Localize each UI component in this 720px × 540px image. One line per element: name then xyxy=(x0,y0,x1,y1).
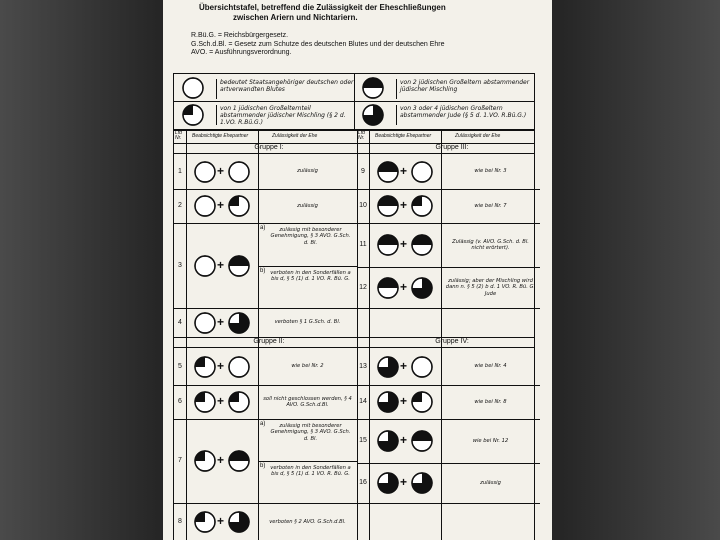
status-text: wie bei Nr. 12 xyxy=(472,437,509,444)
column-header-status: Zulässigkeit der Ehe xyxy=(455,133,501,139)
legend-text: von 1 jüdischen Großelternteil abstammender jüdischer Mischling (§ 2 d. 1.VO. R.Bü.G.) xyxy=(216,105,355,125)
row-number: 4 xyxy=(178,318,182,326)
plus-icon: + xyxy=(217,394,225,408)
legend-text: von 2 jüdischen Großeltern abstammender jüdischer Mischling xyxy=(396,79,535,99)
case-label-a: a) xyxy=(260,225,266,231)
circle-quarter-icon xyxy=(411,391,433,413)
circle-half-icon xyxy=(377,195,399,217)
plus-icon: + xyxy=(217,257,225,272)
circle-quarter-icon xyxy=(411,195,433,217)
column-header-couple: Beabsichtigte Ehepartner xyxy=(375,133,432,139)
status-text: wie bei Nr. 8 xyxy=(474,398,507,405)
plus-icon: + xyxy=(400,475,408,489)
row-number: 15 xyxy=(359,437,367,444)
circle-three-icon xyxy=(377,356,399,378)
circle-three-icon xyxy=(228,312,250,334)
legend-text: von 3 oder 4 jüdischen Großeltern abstammender Jude (§ 5 d. 1.VO. R.Bü.G.) xyxy=(396,105,535,125)
status-text: zulässig xyxy=(480,479,501,486)
column-header-nr: Lfd Nr. xyxy=(175,130,182,141)
plus-icon: + xyxy=(400,358,408,373)
circle-three-icon xyxy=(377,391,399,413)
circle-empty-icon xyxy=(411,356,433,378)
group-header: Gruppe I: xyxy=(254,144,284,151)
marriage-table xyxy=(173,130,535,540)
circle-quarter-icon xyxy=(194,391,216,413)
column-header-couple: Beabsichtigte Ehepartner xyxy=(192,133,249,139)
legend-item-jew xyxy=(356,102,532,128)
legend-item-mischling-1 xyxy=(176,102,352,128)
circle-half-icon xyxy=(377,277,399,299)
plus-icon: + xyxy=(400,433,408,447)
plus-icon: + xyxy=(217,163,225,178)
circle-half-icon xyxy=(411,430,433,452)
circle-quarter-icon xyxy=(194,511,216,533)
row-number: 14 xyxy=(359,398,367,405)
row-number: 5 xyxy=(178,362,182,370)
plus-icon: + xyxy=(400,163,408,178)
row-number: 7 xyxy=(178,457,182,464)
column-header-status: Zulässigkeit der Ehe xyxy=(272,133,318,139)
group-header: Gruppe III: xyxy=(435,144,469,151)
row-number: 10 xyxy=(359,202,367,209)
circle-half-icon xyxy=(377,161,399,183)
case-label-b: b) xyxy=(260,463,266,469)
circle-three-icon xyxy=(377,472,399,494)
abbreviation-gschdbl: G.Sch.d.Bl. = Gesetz zum Schutze des deutschen Blutes und der deutschen Ehre xyxy=(191,40,445,48)
case-text-a: zulässig mit besonderer Genehmigung, § 3 AVO. G.Sch. d. Bl. xyxy=(270,227,351,246)
circle-three-icon xyxy=(411,472,433,494)
row-number: 16 xyxy=(359,479,367,486)
abbreviation-rbug: R.Bü.G. = Reichsbürgergesetz. xyxy=(191,32,289,39)
status-text: zulässig; aber der Mischling wird dann n. § 5 (2) b d. 1 VO. R. Bü. G. Jude xyxy=(445,277,536,297)
plus-icon: + xyxy=(217,198,225,212)
circle-three-quarter-icon xyxy=(362,104,384,126)
circle-empty-icon xyxy=(194,312,216,334)
legend-box xyxy=(173,73,535,130)
circle-half-icon xyxy=(362,77,384,99)
circle-empty-icon xyxy=(182,77,204,99)
status-text: zulässig xyxy=(297,168,318,175)
circle-three-icon xyxy=(377,430,399,452)
status-text: zulässig xyxy=(297,202,318,209)
circle-half-icon xyxy=(228,450,250,472)
circle-half-icon xyxy=(228,255,250,277)
abbreviations xyxy=(191,32,445,58)
document-title xyxy=(199,3,446,23)
column-header-nr: Lfd Nr. xyxy=(358,130,365,141)
circle-empty-icon xyxy=(228,356,250,378)
plus-icon: + xyxy=(217,453,225,467)
circle-half-icon xyxy=(377,234,399,256)
circle-quarter-icon xyxy=(182,104,204,126)
circle-three-icon xyxy=(228,511,250,533)
case-text-a: zulässig mit besonderer Genehmigung, § 3 AVO. G.Sch. d. Bl. xyxy=(270,423,351,442)
legend-text: bedeutet Staatsangehöriger deutschen oder artverwandten Blutes xyxy=(216,79,355,99)
case-text-b: verboten in den Sonderfällen a bis d, § 5 (1) d. 1 VO. R. Bü. G. xyxy=(270,269,351,282)
circle-quarter-icon xyxy=(228,195,250,217)
status-text: wie bei Nr. 7 xyxy=(474,202,507,209)
row-number: 11 xyxy=(359,241,367,248)
row-number: 6 xyxy=(178,398,182,405)
row-number: 3 xyxy=(178,261,182,269)
plus-icon: + xyxy=(400,279,408,294)
plus-icon: + xyxy=(217,358,225,373)
plus-icon: + xyxy=(217,514,225,528)
status-text: soll nicht geschlossen werden, § 4 AVO. G.Sch.d.Bl. xyxy=(263,395,352,408)
case-text-b: verboten in den Sonderfällen a bis d, § 5 (1) d. 1 VO. R. Bü. G. xyxy=(270,465,351,478)
row-number: 9 xyxy=(361,167,365,175)
circle-quarter-icon xyxy=(194,450,216,472)
plus-icon: + xyxy=(400,198,408,212)
plus-icon: + xyxy=(217,314,225,329)
title-line-2: zwischen Ariern und Nichtariern. xyxy=(233,13,358,22)
title-line-1: Übersichtstafel, betreffend die Zulässigkeit der Eheschließungen xyxy=(199,3,446,12)
status-text: wie bei Nr. 2 xyxy=(291,363,324,370)
abbreviation-avo: AVO. = Ausführungsverordnung. xyxy=(191,49,292,56)
circle-empty-icon xyxy=(411,161,433,183)
status-text: wie bei Nr. 3 xyxy=(474,168,507,175)
status-text: verboten § 1 G.Sch. d. Bl. xyxy=(274,319,341,326)
row-number: 8 xyxy=(178,518,182,525)
circle-half-icon xyxy=(411,234,433,256)
circle-empty-icon xyxy=(194,161,216,183)
circle-empty-icon xyxy=(194,195,216,217)
case-label-a: a) xyxy=(260,421,266,427)
status-text: wie bei Nr. 4 xyxy=(474,363,507,370)
circle-empty-icon xyxy=(228,161,250,183)
circle-quarter-icon xyxy=(194,356,216,378)
circle-three-icon xyxy=(411,277,433,299)
plus-icon: + xyxy=(400,394,408,408)
group-header: Gruppe IV: xyxy=(435,338,469,345)
row-number: 13 xyxy=(359,362,367,370)
document-sheet xyxy=(163,0,552,540)
row-number: 12 xyxy=(359,283,367,291)
circle-quarter-icon xyxy=(228,391,250,413)
legend-item-mischling-2 xyxy=(356,75,532,101)
case-label-b: b) xyxy=(260,267,266,274)
status-text: Zulässig (v. AVO. G.Sch. d. Bl. nicht erörtert). xyxy=(452,238,529,251)
legend-item-aryan xyxy=(176,75,352,101)
row-number: 1 xyxy=(178,167,182,175)
plus-icon: + xyxy=(400,237,408,251)
status-text: verboten § 2 AVO. G.Sch.d.Bl. xyxy=(269,518,346,525)
row-number: 2 xyxy=(178,202,182,209)
group-header: Gruppe II: xyxy=(253,338,285,345)
circle-empty-icon xyxy=(194,255,216,277)
